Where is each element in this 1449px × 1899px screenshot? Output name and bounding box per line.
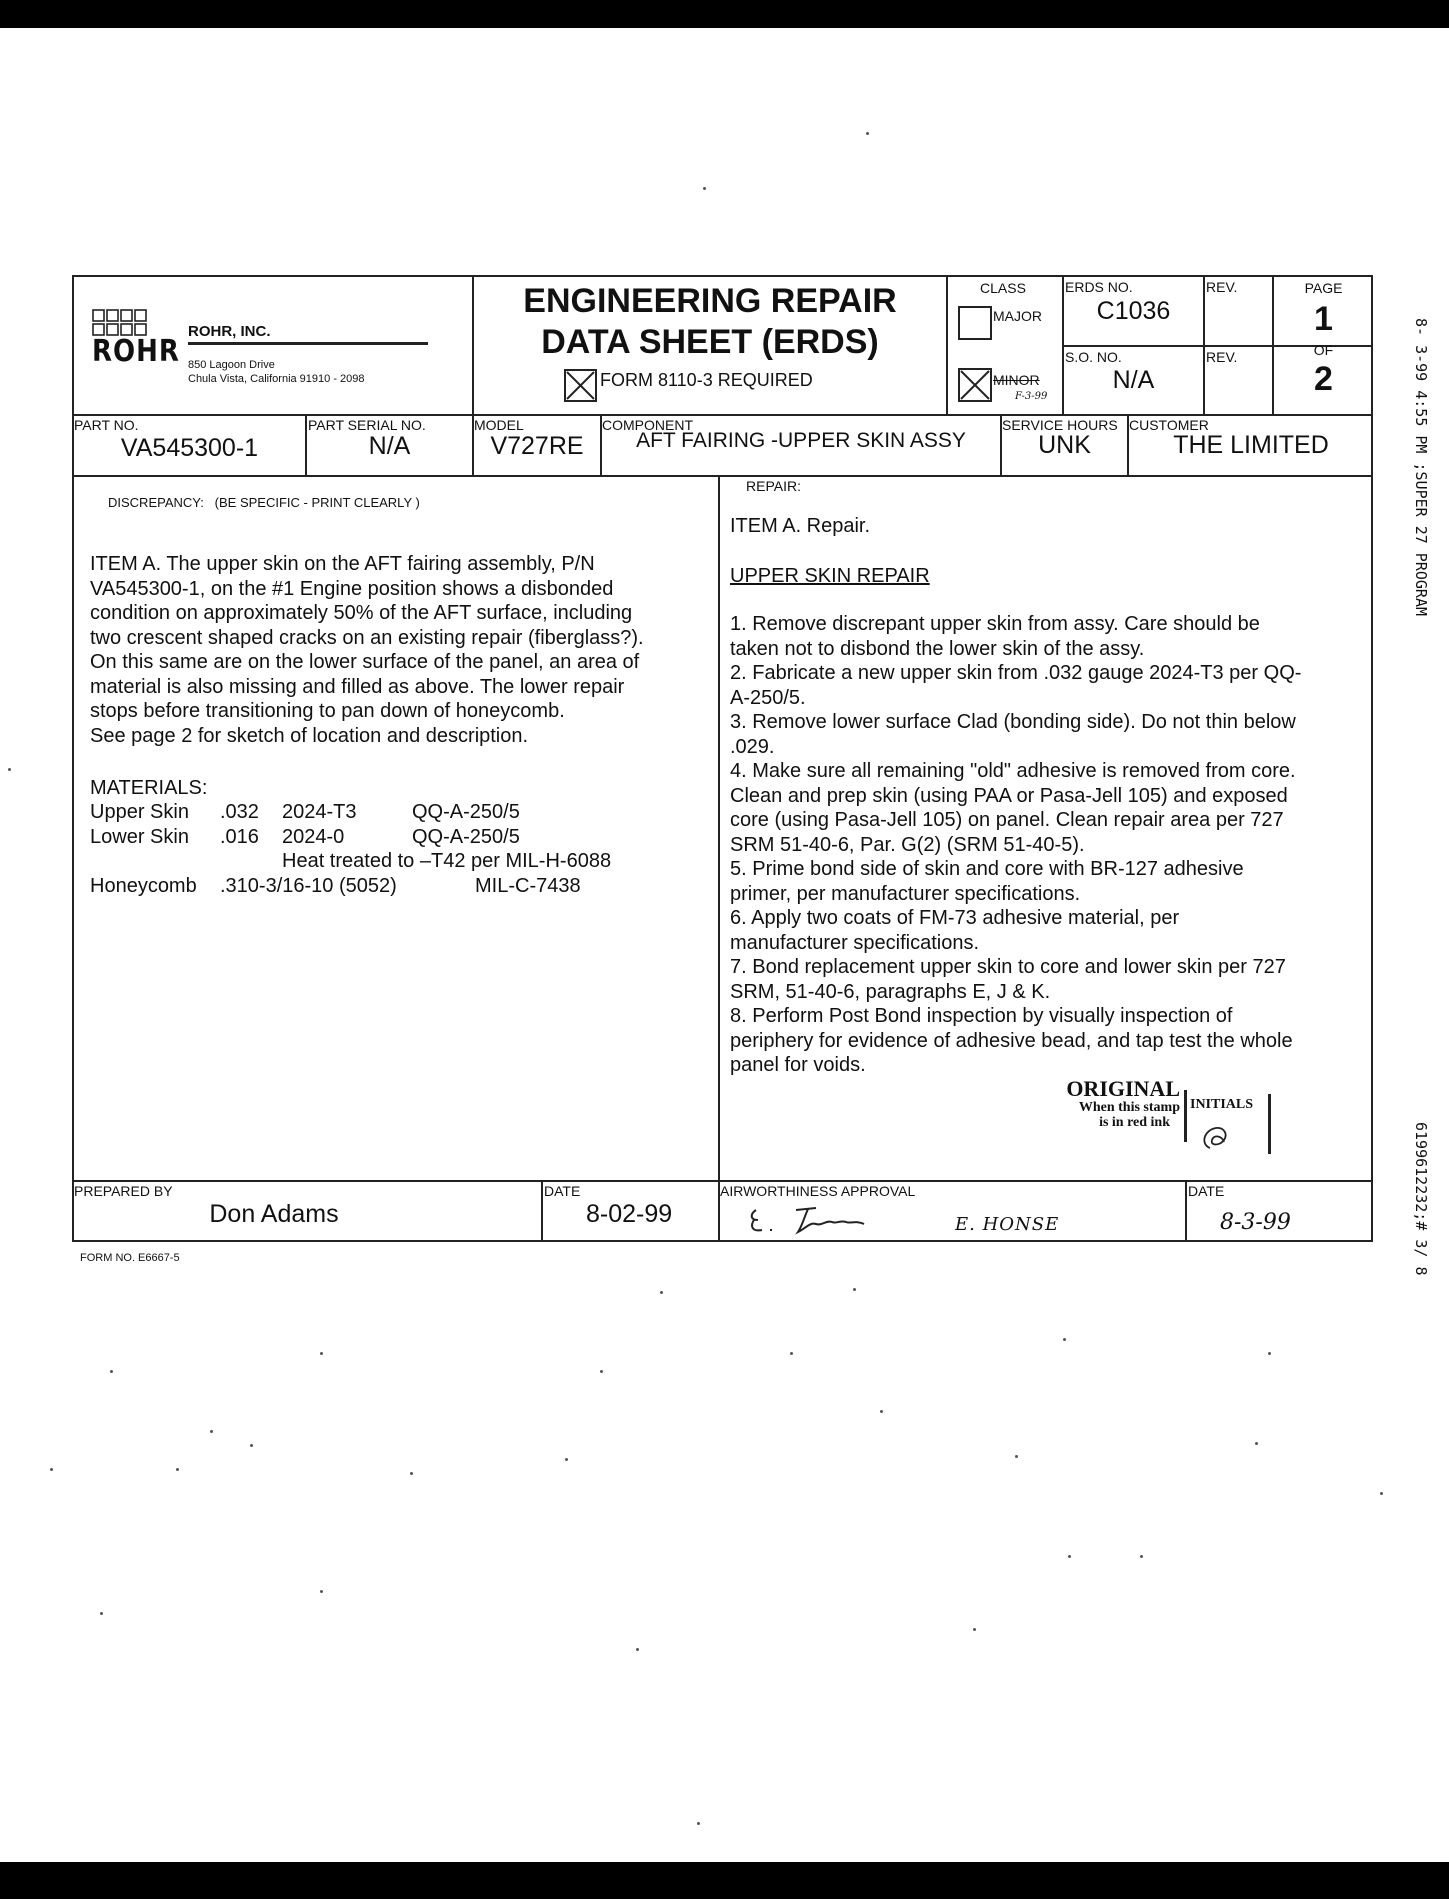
discrepancy-line: two crescent shaped cracks on an existing repair (fiberglass?).	[90, 626, 644, 649]
repair-item: ITEM A. Repair.	[730, 515, 871, 537]
form-8110-label: FORM 8110-3 REQUIRED	[600, 370, 813, 390]
class-label: CLASS	[980, 280, 1026, 296]
title-line1: ENGINEERING REPAIR	[523, 282, 897, 320]
repair-label: REPAIR:	[746, 478, 801, 494]
rohr-logo	[92, 309, 180, 370]
customer-label: CUSTOMER	[1129, 417, 1209, 433]
rule-body-bottom	[72, 1180, 1373, 1182]
form-number: FORM NO. E6667-5	[80, 1252, 180, 1264]
discrepancy-line: On this same are on the lower surface of the panel, an area of	[90, 651, 640, 673]
rev-label-2: REV.	[1206, 349, 1238, 365]
repair-line: 4. Make sure all remaining "old" adhesive is removed from core.	[730, 760, 1296, 782]
logo-text: ROHR	[92, 334, 180, 370]
repair-line: SRM, 51-40-6, paragraphs E, J & K.	[730, 980, 1051, 1003]
scan-speck	[866, 132, 869, 135]
original-stamp	[1040, 1078, 1180, 1130]
repair-line: 6. Apply two coats of FM-73 adhesive material, per	[730, 907, 1180, 929]
company-name: ROHR, INC.	[188, 323, 271, 340]
scan-speck	[8, 768, 11, 771]
minor-label: MINOR	[993, 372, 1040, 388]
minor-checkbox[interactable]	[958, 368, 992, 402]
repair-line: .029.	[730, 735, 775, 758]
component-label: COMPONENT	[602, 417, 693, 433]
material-desc: .310-3/16-10 (5052)	[220, 874, 397, 897]
rule-v-erds	[1203, 275, 1205, 415]
title-line2: DATA SHEET (ERDS)	[541, 323, 879, 361]
material-gauge: .032	[220, 801, 259, 823]
discrepancy-label: DISCREPANCY: (BE SPECIFIC - PRINT CLEARLY )	[108, 495, 420, 510]
repair-line: 2. Fabricate a new upper skin from .032 gauge 2024-T3 per QQ-	[730, 662, 1302, 684]
fax-header-bottom: 6199612232;# 3/ 8	[1412, 1122, 1430, 1276]
scan-speck	[210, 1430, 213, 1433]
repair-line: taken not to disbond the lower skin of the assy.	[730, 637, 1145, 660]
scan-speck	[1068, 1555, 1071, 1558]
scan-border-top	[0, 0, 1449, 28]
scan-speck	[565, 1458, 568, 1461]
major-label: MAJOR	[993, 308, 1042, 324]
date2-value: 8-3-99	[1220, 1210, 1291, 1235]
repair-line: SRM 51-40-6, Par. G(2) (SRM 51-40-5).	[730, 833, 1085, 856]
repair-line: panel for voids.	[730, 1054, 866, 1076]
scan-border-bottom	[0, 1862, 1449, 1899]
rev-label-1: REV.	[1206, 279, 1238, 295]
rule-v-approval	[1185, 1180, 1187, 1242]
major-checkbox[interactable]	[958, 306, 992, 340]
logo-grid-icon	[92, 309, 150, 337]
date2-label: DATE	[1188, 1183, 1225, 1199]
repair-line: 8. Perform Post Bond inspection by visually inspection of	[730, 1005, 1233, 1027]
stamp-original-text: ORIGINAL	[1066, 1076, 1180, 1101]
discrepancy-line: material is also missing and filled as above. The lower repair	[90, 675, 625, 698]
discrepancy-line: ITEM A. The upper skin on the AFT fairing assembly, P/N	[90, 553, 595, 575]
so-no-label: S.O. NO.	[1065, 349, 1122, 365]
stamp-divider	[1184, 1090, 1187, 1142]
scan-speck	[1380, 1492, 1383, 1495]
initials-right-bar	[1268, 1094, 1271, 1154]
scan-speck	[703, 187, 706, 190]
discrepancy-line: stops before transitioning to pan down of honeycomb.	[90, 700, 565, 722]
part-no-value: VA545300-1	[120, 434, 259, 462]
page-label: PAGE	[1304, 280, 1343, 296]
repair-line: periphery for evidence of adhesive bead, and tap test the whole	[730, 1029, 1293, 1052]
material-name: Honeycomb	[90, 874, 197, 897]
scan-speck	[50, 1468, 53, 1471]
approver-print-name: E. HONSE	[955, 1214, 1060, 1235]
scan-speck	[880, 1410, 883, 1413]
repair-line: primer, per manufacturer specifications.	[730, 882, 1081, 905]
scan-speck	[853, 1288, 856, 1291]
page-of-label: OF	[1313, 342, 1334, 358]
erds-no-value: C1036	[1096, 297, 1171, 325]
serial-value: N/A	[368, 432, 411, 460]
rule-header-bottom	[72, 414, 1373, 416]
date-label: DATE	[544, 1183, 581, 1199]
company-name-underline	[188, 342, 428, 345]
so-no-value: N/A	[1112, 366, 1155, 394]
scan-speck	[1268, 1352, 1271, 1355]
model-label: MODEL	[474, 417, 524, 433]
stamp-line2: is in red ink	[1099, 1115, 1170, 1130]
scan-speck	[636, 1648, 639, 1651]
scan-speck	[1140, 1555, 1143, 1558]
prepared-by-value: Don Adams	[209, 1200, 339, 1228]
company-address-line1: 850 Lagoon Drive	[188, 359, 275, 371]
materials-label: MATERIALS:	[90, 777, 208, 799]
page-number: 1	[1314, 300, 1333, 338]
part-no-label: PART NO.	[74, 417, 139, 433]
check-x-icon	[566, 371, 595, 400]
check-x-icon	[960, 370, 990, 400]
scan-speck	[250, 1444, 253, 1447]
material-alloy: 2024-0	[282, 825, 345, 848]
discrepancy-line: See page 2 for sketch of location and description.	[90, 724, 529, 747]
date-value: 8-02-99	[586, 1200, 673, 1228]
repair-line: 1. Remove discrepant upper skin from assy. Care should be	[730, 613, 1260, 635]
repair-line: 7. Bond replacement upper skin to core and lower skin per 727	[730, 956, 1286, 978]
scan-speck	[176, 1468, 179, 1471]
scan-speck	[110, 1370, 113, 1373]
scan-speck	[1255, 1442, 1258, 1445]
scan-speck	[697, 1822, 700, 1825]
serial-label: PART SERIAL NO.	[308, 417, 426, 433]
company-address-line2: Chula Vista, California 91910 - 2098	[188, 373, 365, 385]
scan-speck	[100, 1612, 103, 1615]
approver-signature	[746, 1200, 946, 1245]
scan-speck	[410, 1472, 413, 1475]
service-hours-value: UNK	[1038, 431, 1091, 459]
scan-speck	[790, 1352, 793, 1355]
rule-v-body-split	[718, 475, 720, 1242]
scan-speck	[973, 1628, 976, 1631]
scan-speck	[660, 1291, 663, 1294]
material-spec: QQ-A-250/5	[412, 825, 520, 848]
material-name: Upper Skin	[90, 801, 189, 823]
material-spec: QQ-A-250/5	[412, 801, 520, 823]
form-8110-checkbox[interactable]	[564, 369, 597, 402]
stamp-line1: When this stamp	[1078, 1100, 1180, 1115]
scan-speck	[1063, 1338, 1066, 1341]
repair-line: 5. Prime bond side of skin and core with BR-127 adhesive	[730, 858, 1244, 880]
scan-speck	[600, 1370, 603, 1373]
material-alloy: 2024-T3	[282, 801, 357, 823]
service-hours-label: SERVICE HOURS	[1002, 417, 1118, 433]
material-spec: MIL-C-7438	[475, 874, 581, 897]
discrepancy-line: VA545300-1, on the #1 Engine position shows a disbonded	[90, 577, 614, 600]
initials-label: INITIALS	[1190, 1097, 1254, 1112]
rule-v-title	[946, 275, 948, 415]
material-gauge: .016	[220, 825, 259, 848]
repair-line: A-250/5.	[730, 686, 806, 709]
repair-line: 3. Remove lower surface Clad (bonding side). Do not thin below	[730, 711, 1296, 733]
erds-no-label: ERDS NO.	[1065, 279, 1133, 295]
airworthiness-label: AIRWORTHINESS APPROVAL	[720, 1183, 916, 1199]
repair-heading: UPPER SKIN REPAIR	[730, 565, 930, 587]
scan-speck	[320, 1590, 323, 1593]
scan-speck	[1015, 1455, 1018, 1458]
fax-header-top: 8- 3-99 4:55 PM ;SUPER 27 PROGRAM	[1412, 318, 1430, 617]
repair-line: core (using Pasa-Jell 105) on panel. Clean repair area per 727	[730, 809, 1284, 831]
customer-value: THE LIMITED	[1173, 431, 1329, 459]
scan-speck	[320, 1352, 323, 1355]
repair-line: manufacturer specifications.	[730, 931, 980, 954]
rule-info-bottom	[72, 475, 1373, 477]
component-value: AFT FAIRING -UPPER SKIN ASSY	[636, 429, 966, 452]
heat-treat-note: Heat treated to –T42 per MIL-H-6088	[282, 850, 612, 872]
initials-mark-icon	[1198, 1120, 1242, 1157]
minor-initials-handwritten: F-3-99	[1015, 391, 1048, 402]
rule-v-prepared	[541, 1180, 543, 1242]
repair-line: Clean and prep skin (using PAA or Pasa-Jell 105) and exposed	[730, 784, 1288, 807]
prepared-by-label: PREPARED BY	[74, 1183, 173, 1199]
page-total: 2	[1314, 360, 1333, 398]
model-value: V727RE	[490, 432, 584, 460]
discrepancy-line: condition on approximately 50% of the AFT surface, including	[90, 602, 633, 624]
material-name: Lower Skin	[90, 825, 189, 848]
